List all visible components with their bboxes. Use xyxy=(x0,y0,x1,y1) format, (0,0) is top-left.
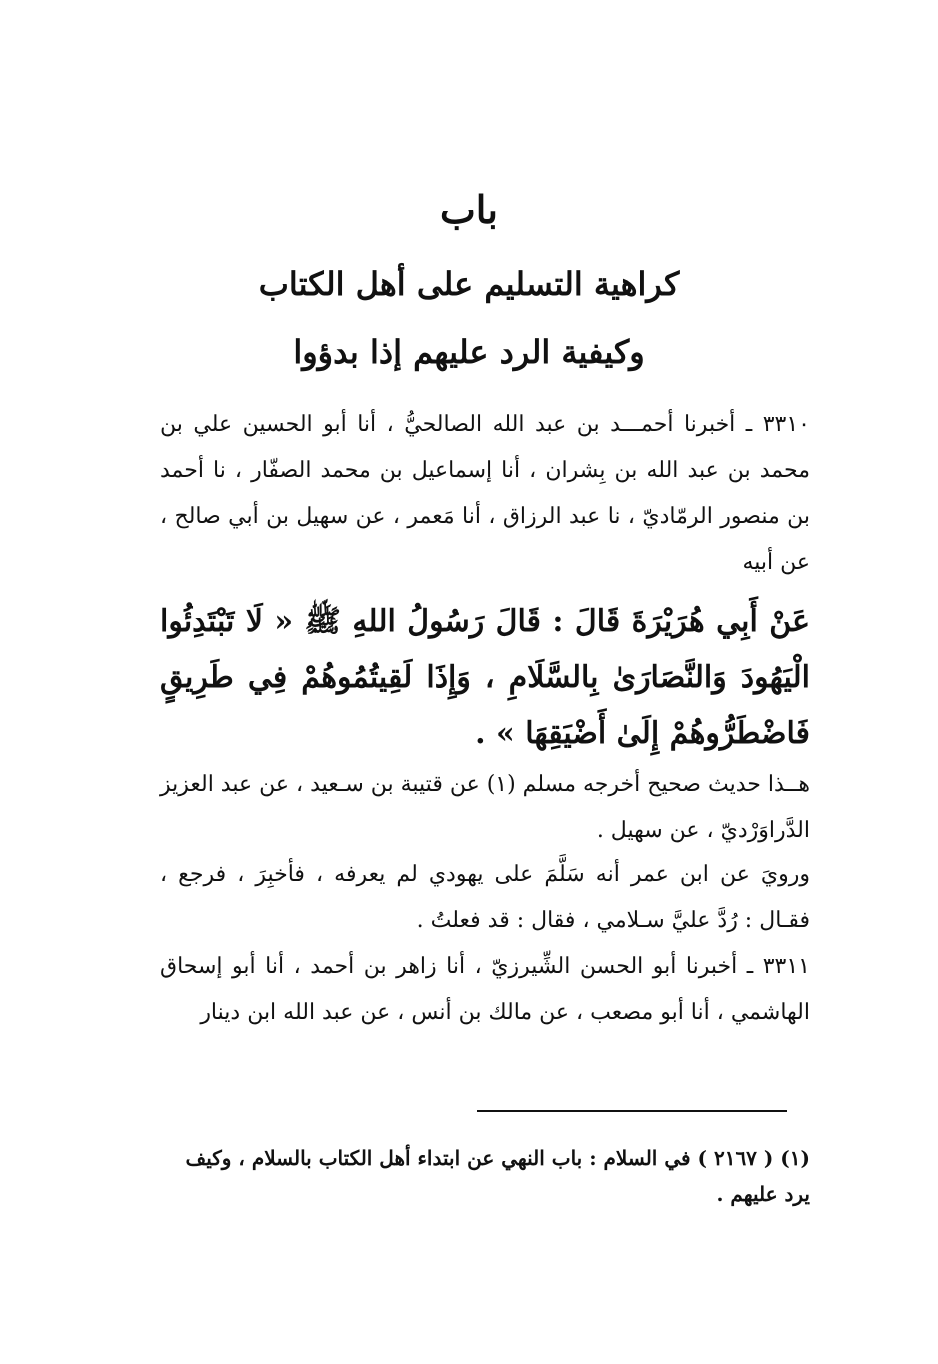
isnad-3310-paragraph: ٣٣١٠ ـ أخبرنا أحمـــد بن عبد الله الصالحيُّ ، أنا أبو الحسين علي بن محمد بن عبد الله بن بِشران ، أنا إسماعيل بن محمد الصفّار ، نا أحمد بن منصور الرمّاديّ ، نا عبد الرزاق ، أنا مَعمر ، عن سهيل بن أبي صالح ، عن أبيه xyxy=(160,412,810,575)
chapter-title-line-1: كراهية التسليم على أهل الكتاب xyxy=(258,265,680,303)
chapter-label: باب xyxy=(440,187,498,232)
chapter-title-line-2: وكيفية الرد عليهم إذا بدؤوا xyxy=(293,333,645,371)
grading-paragraph: هــذا حديث صحيح أخرجه مسلم (١) عن قتيبة بن سـعيد ، عن عبد العزيز الدَّراوَرْديّ ، عن سهيل . xyxy=(159,772,810,843)
footnote-1: (١) ( ٢١٦٧ ) في السلام : باب النهي عن ابتداء أهل الكتاب بالسلام ، وكيف يرد عليهم . xyxy=(185,1146,810,1206)
isnad-3311-paragraph: ٣٣١١ ـ أخبرنا أبو الحسن الشِّيرزيّ ، أنا زاهر بن أحمد ، أنا أبو إسحاق الهاشمي ، أنا أبو مصعب ، عن مالك بن أنس ، عن عبد الله ابن دينار xyxy=(160,954,810,1025)
hadith-text: عَنْ أَبِي هُرَيْرَةَ قَالَ : قَالَ رَسُولُ اللهِ ﷺ « لَا تَبْتَدِئُوا الْيَهُودَ وَالنَّصَارَىٰ بِالسَّلَامِ ، وَإِذَا لَقِيتُمُوهُمْ فِي طَرِيقٍ فَاضْطَرُّوهُمْ إِلَىٰ أَضْيَقِهَا » . xyxy=(160,604,810,751)
ibn-umar-paragraph: ورويَ عن ابن عمر أنه سَلَّمَ على يهودي لم يعرفه ، فأخبِرَ ، فرجع ، فقـال : رُدَّ عليَّ سـلامي ، فقال : قد فعلتُ . xyxy=(160,862,810,933)
footnote-divider xyxy=(477,1110,787,1112)
